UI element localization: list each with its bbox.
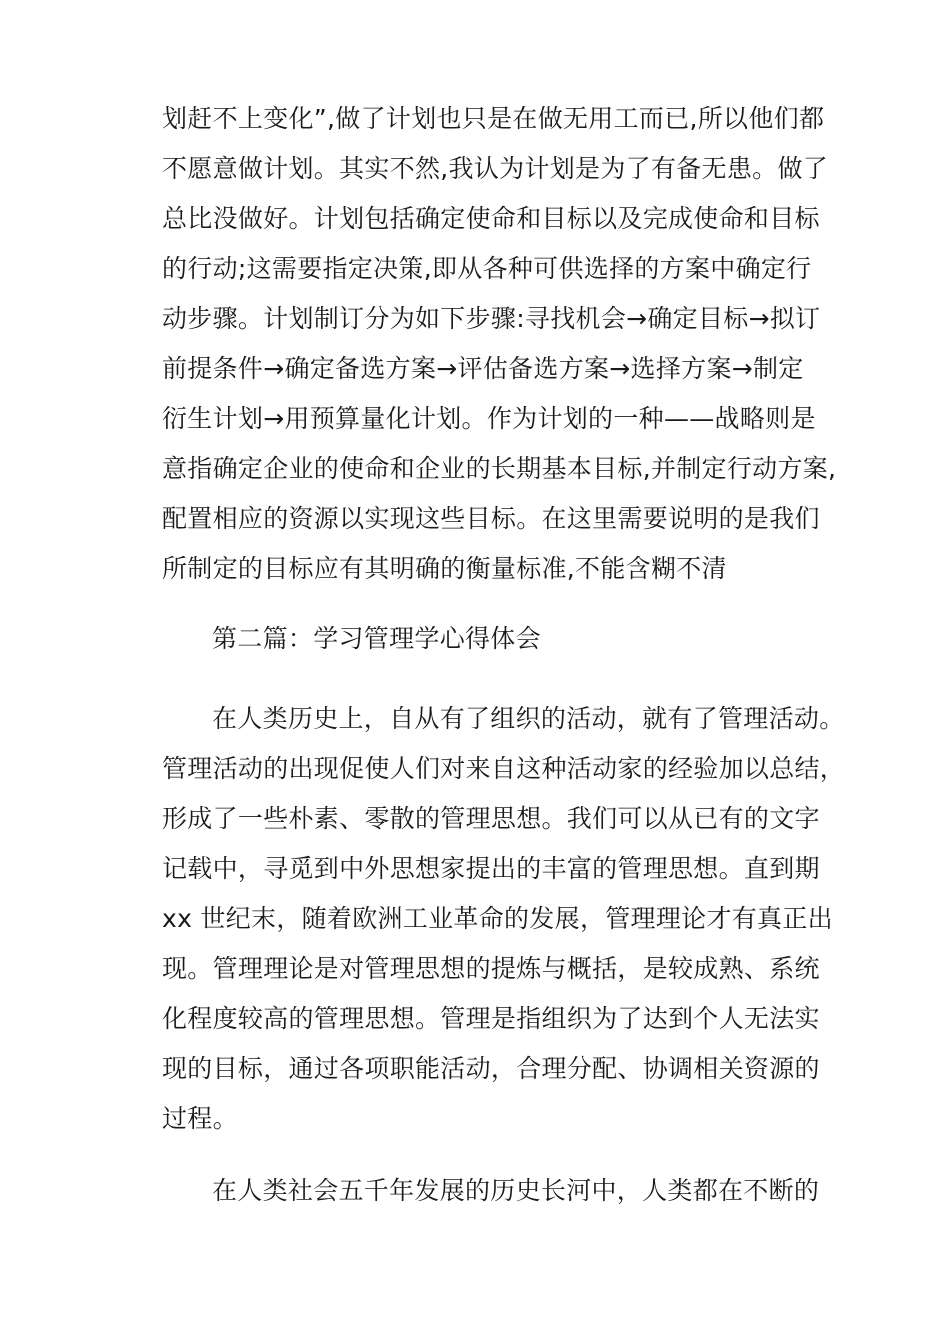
paragraph-line: 衍生计划→用预算量化计划。作为计划的一种——战略则是: [162, 404, 816, 433]
paragraph-management-history: [162, 694, 846, 1144]
section-heading: [162, 614, 802, 664]
paragraph-line: 配置相应的资源以实现这些目标。在这里需要说明的是我们: [162, 504, 820, 533]
paragraph-line: 所制定的目标应有其明确的衡量标准,不能含糊不清: [162, 554, 727, 583]
paragraph-line: 记载中，寻觅到中外思想家提出的丰富的管理思想。直到期: [162, 854, 820, 883]
paragraph-line: 意指确定企业的使命和企业的长期基本目标,并制定行动方案,: [162, 454, 837, 483]
paragraph-line: 现的目标，通过各项职能活动，合理分配、协调相关资源的: [162, 1054, 820, 1083]
paragraph-line: xx 世纪末，随着欧洲工业革命的发展，管理理论才有真正出: [162, 904, 833, 933]
paragraph-line: 化程度较高的管理思想。管理是指组织为了达到个人无法实: [162, 1004, 820, 1033]
paragraph-line: 的行动;这需要指定决策,即从各种可供选择的方案中确定行: [162, 254, 812, 283]
paragraph-planning: [162, 94, 837, 594]
paragraph-line: 总比没做好。计划包括确定使命和目标以及完成使命和目标: [162, 204, 820, 233]
paragraph-line: 不愿意做计划。其实不然,我认为计划是为了有备无患。做了: [162, 154, 829, 183]
paragraph-line: 划赶不上变化”,做了计划也只是在做无用工而已,所以他们都: [162, 104, 825, 133]
paragraph-line: 动步骤。计划制订分为如下步骤:寻找机会→确定目标→拟订: [162, 304, 821, 333]
paragraph-human-society: [162, 1166, 820, 1216]
paragraph-line: 现。管理理论是对管理思想的提炼与概括，是较成熟、系统: [162, 954, 820, 983]
paragraph-line: 过程。: [162, 1104, 238, 1133]
paragraph-line: 在人类历史上，自从有了组织的活动，就有了管理活动。: [212, 704, 845, 733]
paragraph-line: 在人类社会五千年发展的历史长河中，人类都在不断的: [212, 1176, 820, 1205]
paragraph-line: 形成了一些朴素、零散的管理思想。我们可以从已有的文字: [162, 804, 820, 833]
section-title: 第二篇：学习管理学心得体会: [212, 624, 541, 653]
paragraph-line: 前提条件→确定备选方案→评估备选方案→选择方案→制定: [162, 354, 804, 383]
paragraph-line: 管理活动的出现促使人们对来自这种活动家的经验加以总结，: [162, 754, 846, 783]
